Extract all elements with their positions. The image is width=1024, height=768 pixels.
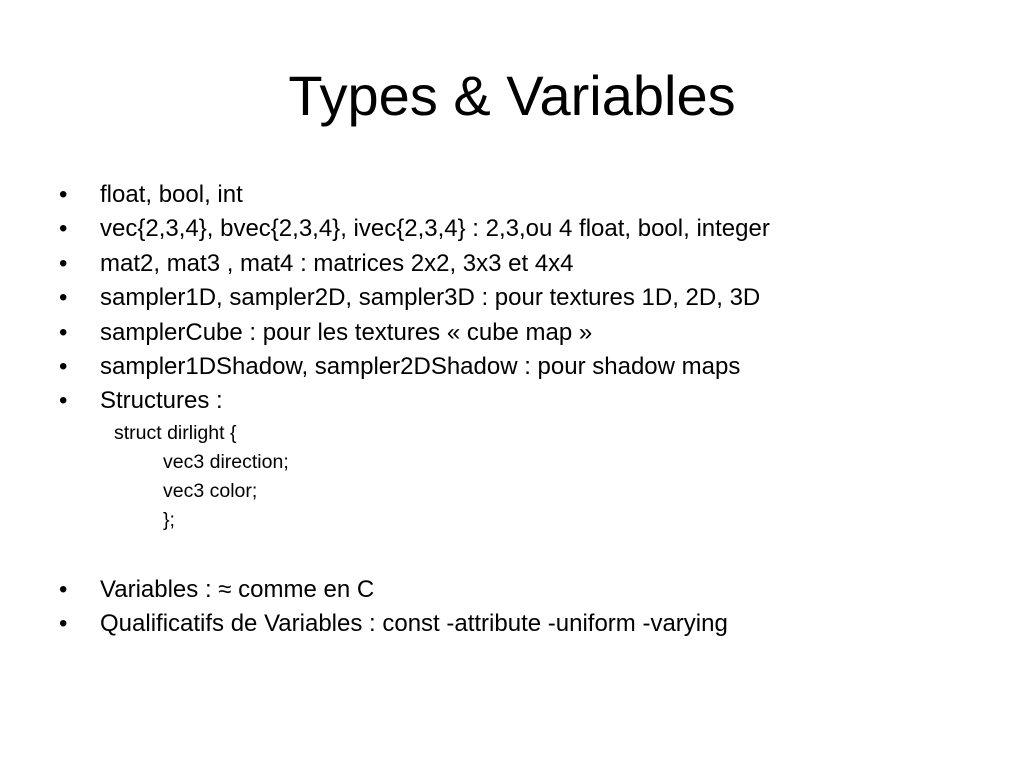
bullet-item	[0, 281, 1024, 315]
bullet-text: float, bool, int	[100, 181, 243, 208]
spacer	[0, 535, 1024, 573]
bullet-text: Structures :	[100, 387, 223, 415]
bullet-text: mat2, mat3 , mat4 : matrices 2x2, 3x3 et 4x4	[100, 249, 574, 277]
bullet-icon: •	[59, 181, 68, 208]
bullet-item	[0, 607, 1024, 641]
bullet-icon: •	[59, 575, 68, 603]
code-text: };	[163, 508, 175, 531]
bullet-item	[0, 573, 1024, 607]
bullet-text: Qualificatifs de Variables : const -attribute -uniform -varying	[100, 610, 728, 638]
bullet-item	[0, 247, 1024, 281]
code-text: vec3 direction;	[163, 450, 289, 473]
bullet-item	[0, 212, 1024, 246]
code-line	[0, 448, 1024, 477]
bullet-icon: •	[59, 318, 68, 346]
code-text: struct dirlight {	[114, 421, 237, 444]
bullet-icon: •	[59, 387, 68, 415]
code-line	[0, 419, 1024, 448]
bullet-list	[0, 178, 1024, 642]
bullet-text: sampler1DShadow, sampler2DShadow : pour shadow maps	[100, 352, 741, 380]
bullet-item	[0, 350, 1024, 384]
bullet-text: Variables : ≈ comme en C	[100, 575, 375, 603]
slide-title: Types & Variables	[288, 64, 736, 127]
bullet-text: samplerCube : pour les textures « cube map »	[100, 318, 593, 346]
bullet-item	[0, 384, 1024, 418]
bullet-item	[0, 316, 1024, 350]
bullet-icon: •	[59, 215, 68, 243]
bullet-icon: •	[59, 610, 68, 638]
bullet-item	[0, 178, 1024, 212]
bullet-icon: •	[59, 352, 68, 380]
bullet-text: vec{2,3,4}, bvec{2,3,4}, ivec{2,3,4} : 2,3,ou 4 float, bool, integer	[100, 215, 770, 243]
bullet-text: sampler1D, sampler2D, sampler3D : pour textures 1D, 2D, 3D	[100, 284, 761, 312]
code-text: vec3 color;	[163, 479, 258, 502]
code-line	[0, 477, 1024, 506]
code-line	[0, 506, 1024, 535]
bullet-icon: •	[59, 249, 68, 277]
bullet-icon: •	[59, 284, 68, 312]
